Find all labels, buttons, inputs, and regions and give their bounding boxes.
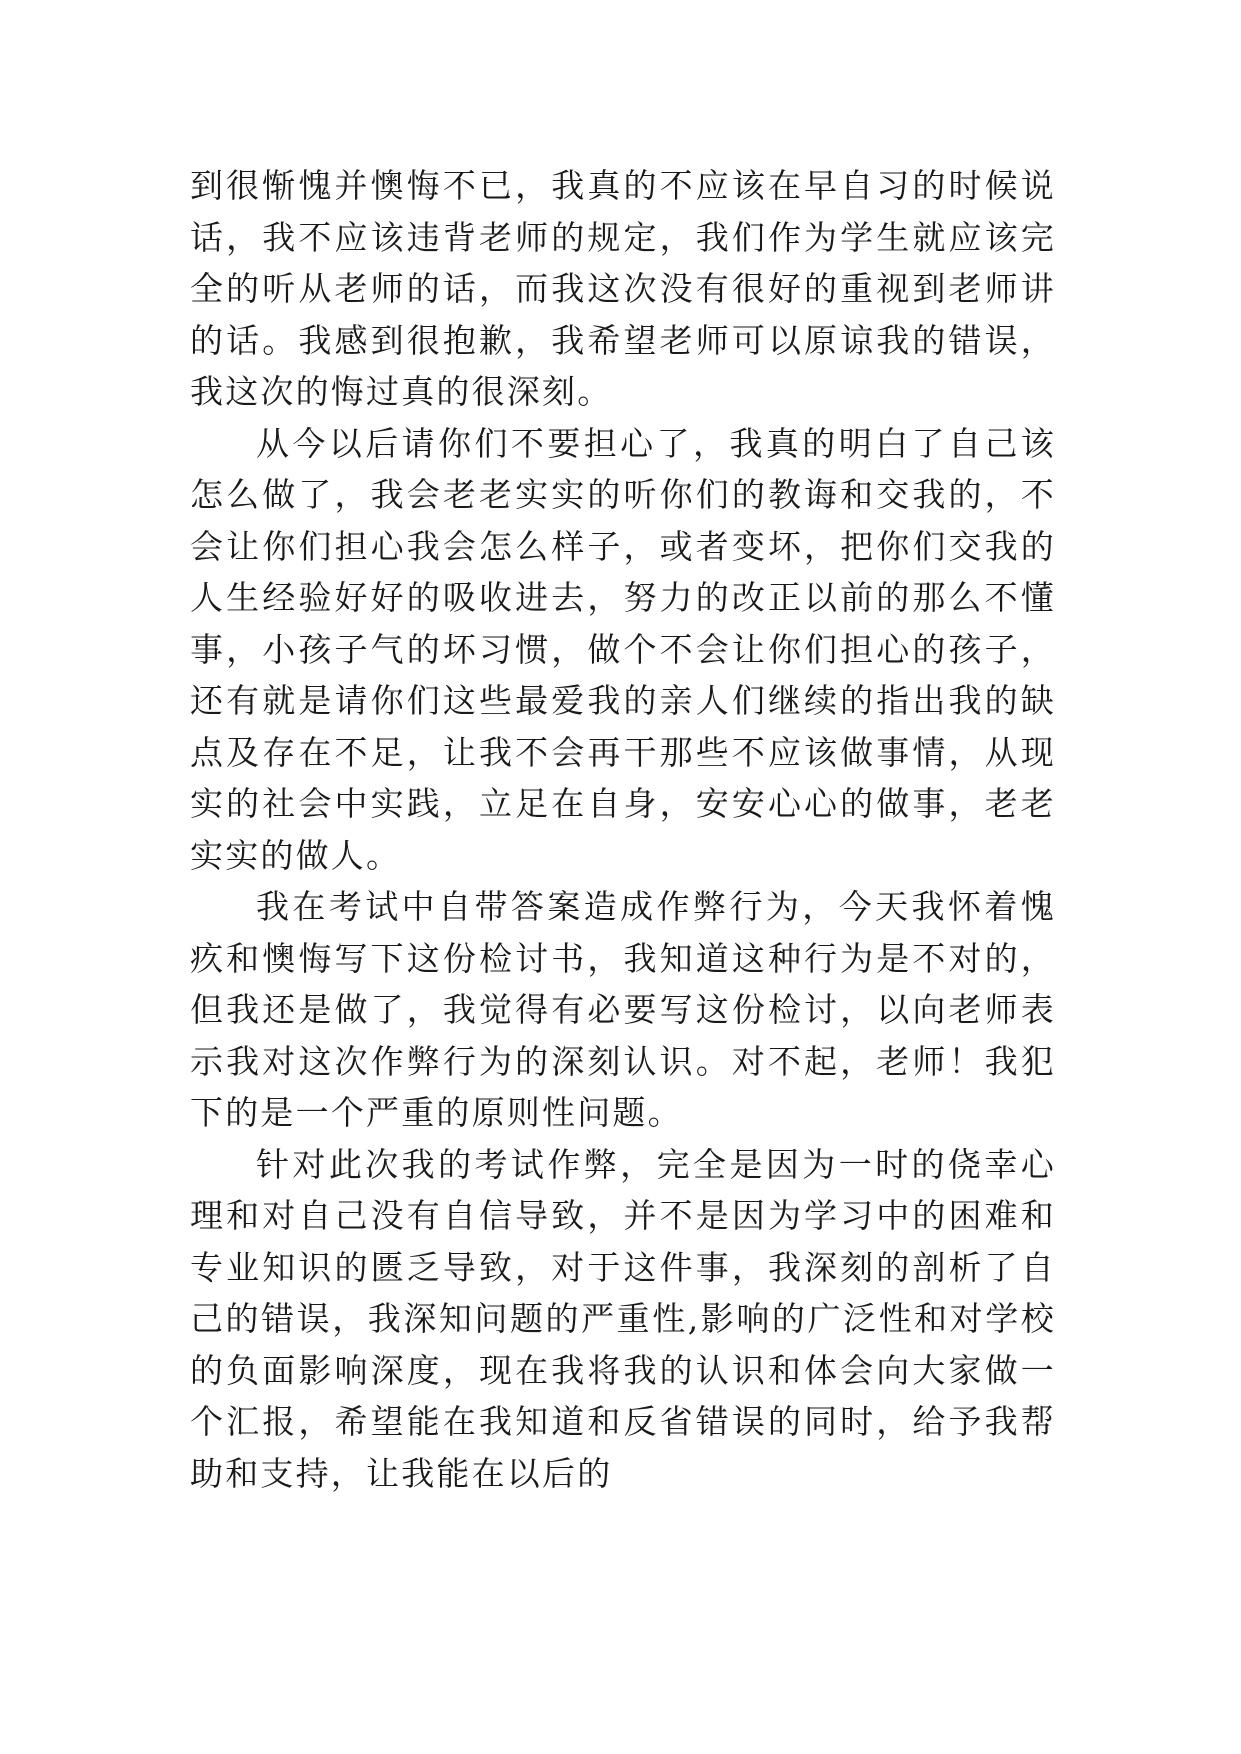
paragraph-1: 到很惭愧并懊悔不已，我真的不应该在早自习的时候说话，我不应该违背老师的规定，我们作为学生就应该完全的听从老师的话，而我这次没有很好的重视到老师讲的话。我感到很抱歉，我希望老师可以原谅我的错误，我这次的悔过真的很深刻。 xyxy=(190,166,1056,411)
paragraph-3: 我在考试中自带答案造成作弊行为，今天我怀着愧疚和懊悔写下这份检讨书，我知道这种行为是不对的，但我还是做了，我觉得有必要写这份检讨，以向老师表示我对这次作弊行为的深刻认识。对不起，老师！我犯下的是一个严重的原则性问题。 xyxy=(190,887,1056,1132)
document-page xyxy=(190,160,1056,1499)
paragraph-4: 针对此次我的考试作弊，完全是因为一时的侥幸心理和对自己没有自信导致，并不是因为学习中的困难和专业知识的匮乏导致，对于这件事，我深刻的剖析了自己的错误，我深知问题的严重性,影响的广泛性和对学校的负面影响深度，现在我将我的认识和体会向大家做一个汇报，希望能在我知道和反省错误的同时，给予我帮助和支持，让我能在以后的 xyxy=(190,1144,1056,1493)
paragraph-2: 从今以后请你们不要担心了，我真的明白了自己该怎么做了，我会老老实实的听你们的教诲和交我的，不会让你们担心我会怎么样子，或者变坏，把你们交我的人生经验好好的吸收进去，努力的改正以前的那么不懂事，小孩子气的坏习惯，做个不会让你们担心的孩子，还有就是请你们这些最爱我的亲人们继续的指出我的缺点及存在不足，让我不会再干那些不应该做事情，从现实的社会中实践，立足在自身，安安心心的做事，老老实实的做人。 xyxy=(190,423,1056,875)
